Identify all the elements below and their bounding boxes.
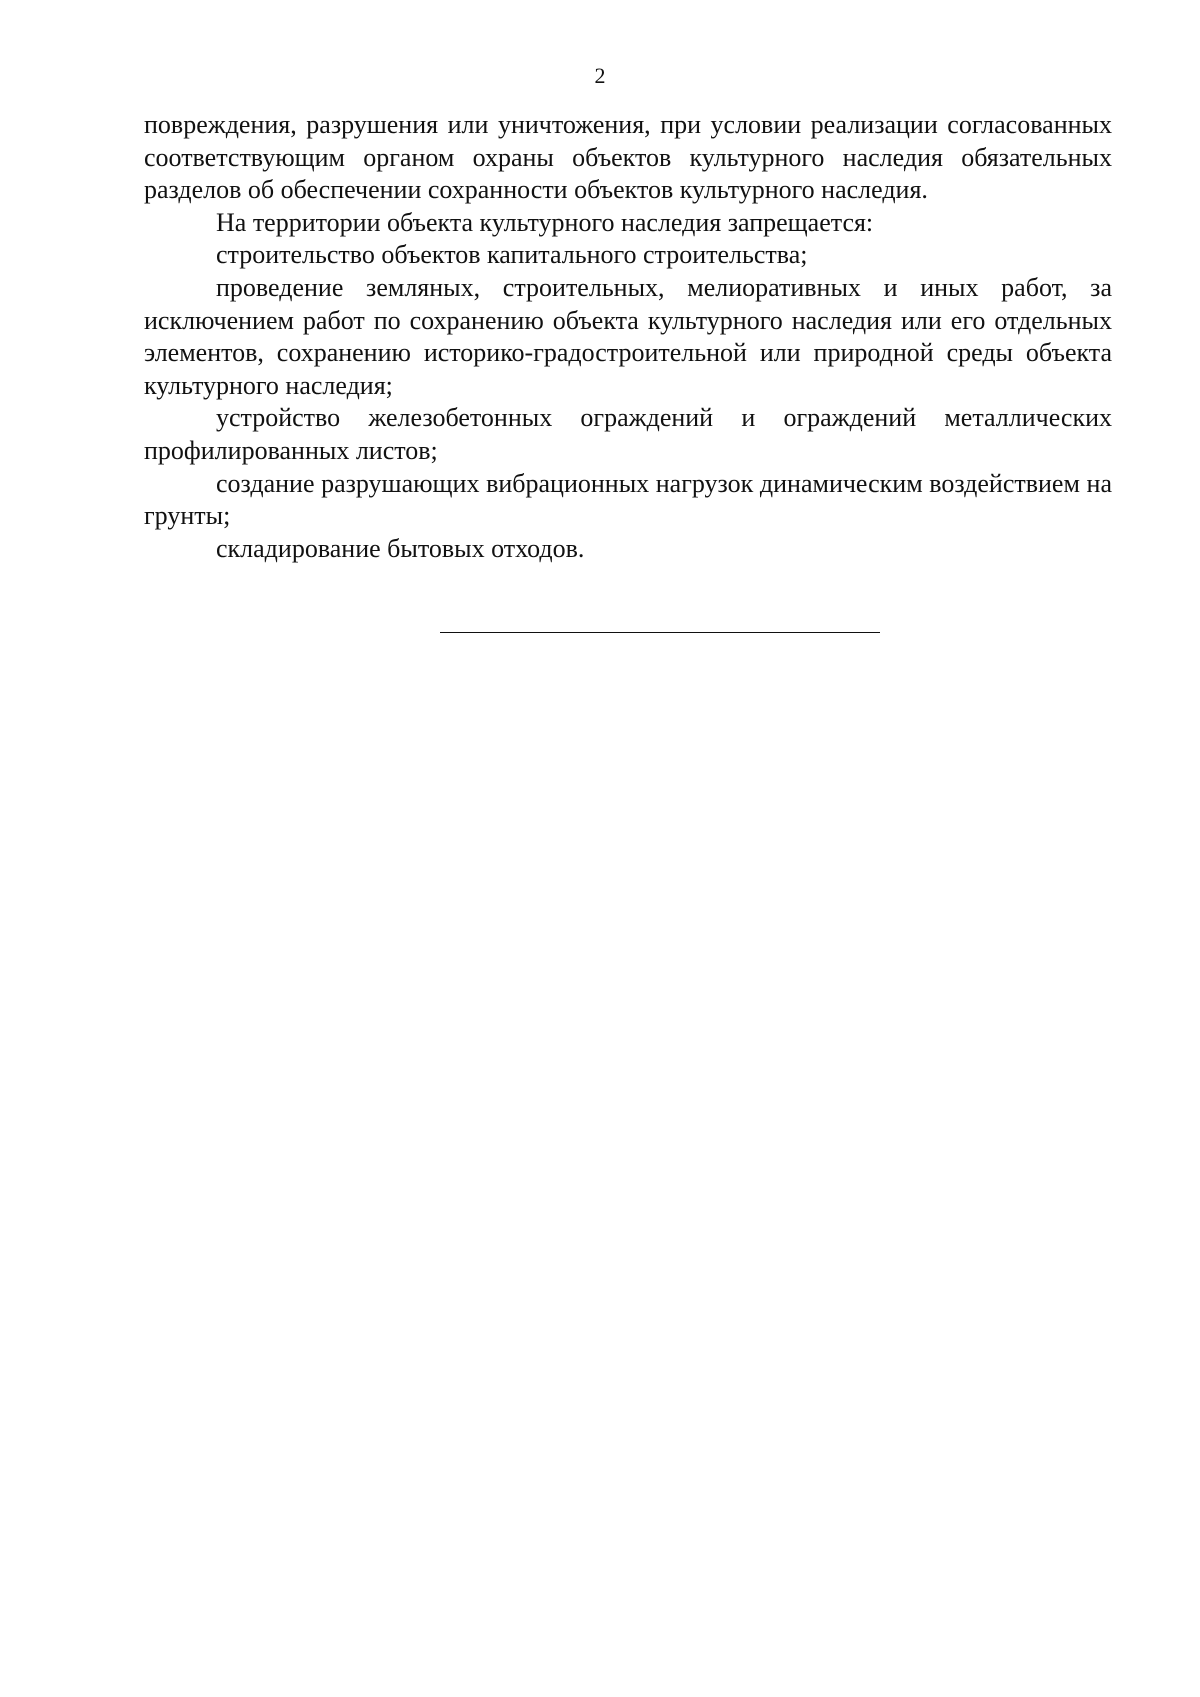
- paragraph-continuation: повреждения, разрушения или уничтожения, при условии реализации согласованных соответствующим органом охраны объектов культурного наследия обязательных разделов об обеспечении сохранности объектов культурного наследия.: [144, 110, 1112, 205]
- list-item-earthworks: проведение земляных, строительных, мелиоративных и иных работ, за исключением работ по сохранению объекта культурного наследия или его отдельных элементов, сохранению историко-градостроительной или природной среды объекта культурного наследия;: [144, 272, 1112, 400]
- end-of-document-rule: [440, 632, 880, 633]
- list-item-vibration: создание разрушающих вибрационных нагрузок динамическим воздействием на грунты;: [144, 468, 1112, 531]
- list-item-waste: складирование бытовых отходов.: [216, 533, 585, 563]
- page-number: 2: [594, 63, 606, 88]
- list-item-construction: строительство объектов капитального строительства;: [216, 240, 808, 270]
- paragraph-prohibitions-intro: На территории объекта культурного наследия запрещается:: [216, 207, 874, 237]
- document-body: [144, 109, 1112, 565]
- list-item-fences: устройство железобетонных ограждений и ограждений металлических профилированных листов;: [144, 403, 1112, 465]
